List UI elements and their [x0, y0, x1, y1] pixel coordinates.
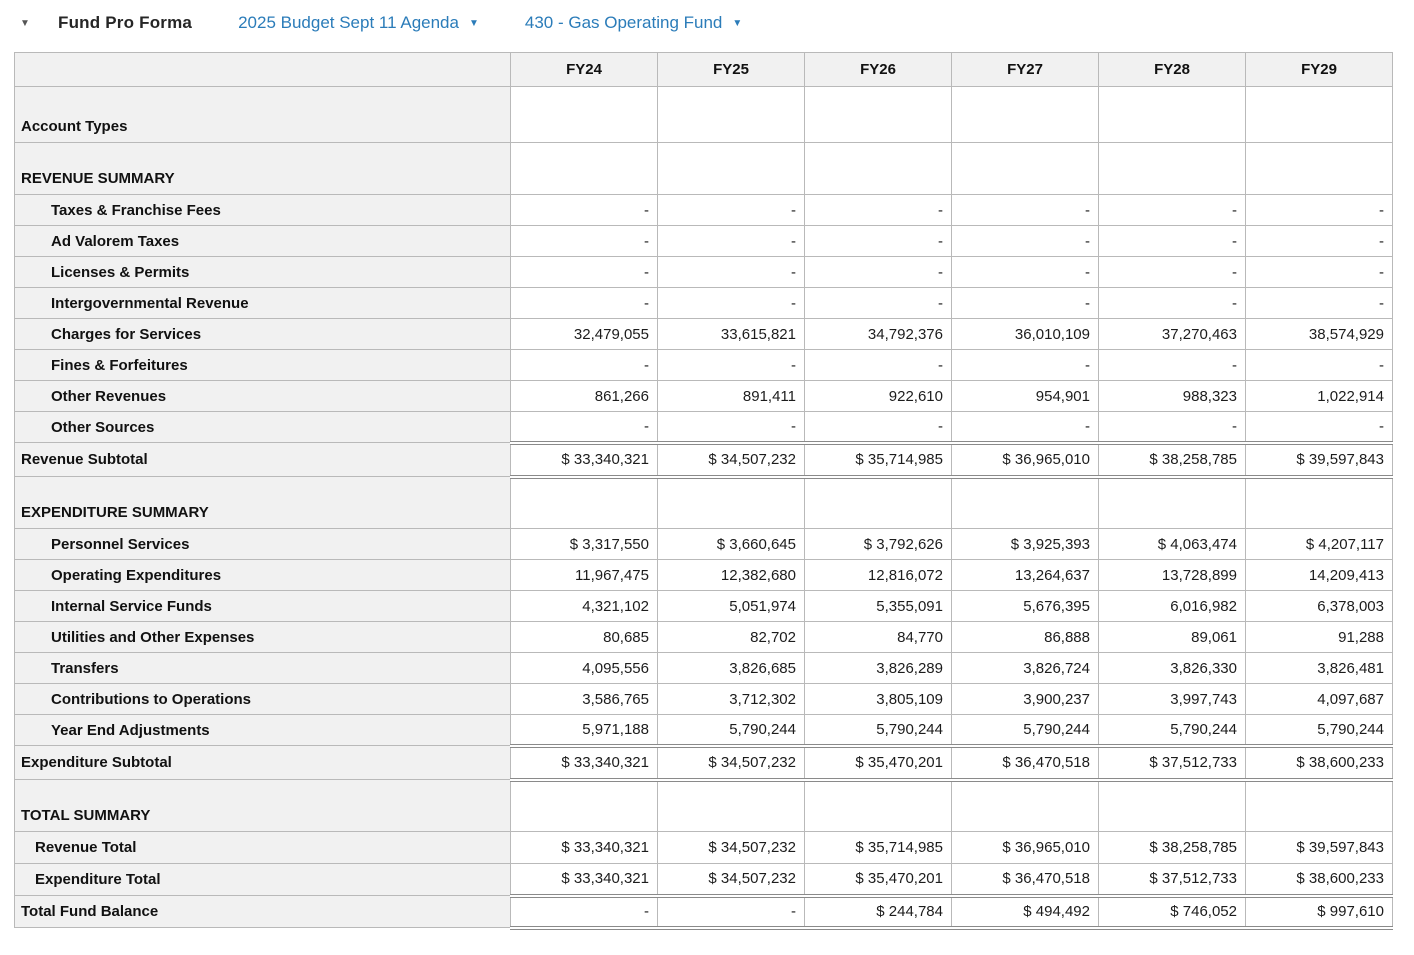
- cell-fy29: $ 38,600,233: [1246, 746, 1393, 780]
- cell-fy27: -: [952, 350, 1099, 381]
- cell-fy29: [1246, 87, 1393, 143]
- column-header-fy26: FY26: [805, 53, 952, 87]
- cell-fy25: 5,790,244: [658, 715, 805, 746]
- cell-fy27: -: [952, 195, 1099, 226]
- row-label: Ad Valorem Taxes: [15, 226, 511, 257]
- cell-fy24: $ 3,317,550: [511, 529, 658, 560]
- cell-fy28: 13,728,899: [1099, 560, 1246, 591]
- cell-fy25: 5,051,974: [658, 591, 805, 622]
- cell-fy26: 5,355,091: [805, 591, 952, 622]
- table-row: [15, 288, 1393, 319]
- table-row: [15, 87, 1393, 143]
- table-row: [15, 195, 1393, 226]
- cell-fy29: $ 38,600,233: [1246, 864, 1393, 896]
- cell-fy25: $ 34,507,232: [658, 746, 805, 780]
- cell-fy28: [1099, 780, 1246, 832]
- table-row: [15, 412, 1393, 443]
- cell-fy24: -: [511, 226, 658, 257]
- cell-fy26: -: [805, 195, 952, 226]
- cell-fy29: 38,574,929: [1246, 319, 1393, 350]
- cell-fy26: $ 3,792,626: [805, 529, 952, 560]
- cell-fy26: 3,805,109: [805, 684, 952, 715]
- cell-fy29: 14,209,413: [1246, 560, 1393, 591]
- row-label: Fines & Forfeitures: [15, 350, 511, 381]
- cell-fy28: -: [1099, 195, 1246, 226]
- cell-fy26: [805, 477, 952, 529]
- cell-fy29: $ 997,610: [1246, 896, 1393, 928]
- cell-fy28: -: [1099, 288, 1246, 319]
- cell-fy25: -: [658, 412, 805, 443]
- cell-fy27: 13,264,637: [952, 560, 1099, 591]
- cell-fy29: 1,022,914: [1246, 381, 1393, 412]
- row-label: Other Sources: [15, 412, 511, 443]
- cell-fy24: 861,266: [511, 381, 658, 412]
- row-label: Internal Service Funds: [15, 591, 511, 622]
- cell-fy29: 3,826,481: [1246, 653, 1393, 684]
- cell-fy25: 3,712,302: [658, 684, 805, 715]
- column-header-fy27: FY27: [952, 53, 1099, 87]
- cell-fy25: -: [658, 226, 805, 257]
- cell-fy29: 5,790,244: [1246, 715, 1393, 746]
- row-label: TOTAL SUMMARY: [15, 780, 511, 832]
- cell-fy29: [1246, 477, 1393, 529]
- cell-fy26: [805, 143, 952, 195]
- table-body: [15, 87, 1393, 928]
- cell-fy24: [511, 143, 658, 195]
- table-row: [15, 443, 1393, 477]
- cell-fy27: $ 36,965,010: [952, 832, 1099, 864]
- cell-fy25: -: [658, 195, 805, 226]
- toolbar: [0, 0, 1414, 42]
- cell-fy29: $ 39,597,843: [1246, 443, 1393, 477]
- table-row: [15, 143, 1393, 195]
- cell-fy25: $ 34,507,232: [658, 864, 805, 896]
- cell-fy26: $ 244,784: [805, 896, 952, 928]
- cell-fy26: 922,610: [805, 381, 952, 412]
- cell-fy25: 82,702: [658, 622, 805, 653]
- cell-fy29: [1246, 143, 1393, 195]
- cell-fy24: [511, 87, 658, 143]
- cell-fy27: 3,900,237: [952, 684, 1099, 715]
- cell-fy24: $ 33,340,321: [511, 864, 658, 896]
- cell-fy24: 3,586,765: [511, 684, 658, 715]
- table-row: [15, 780, 1393, 832]
- cell-fy27: [952, 780, 1099, 832]
- cell-fy29: 6,378,003: [1246, 591, 1393, 622]
- cell-fy27: [952, 87, 1099, 143]
- cell-fy26: 5,790,244: [805, 715, 952, 746]
- cell-fy26: 12,816,072: [805, 560, 952, 591]
- cell-fy29: $ 39,597,843: [1246, 832, 1393, 864]
- cell-fy24: -: [511, 257, 658, 288]
- cell-fy26: $ 35,714,985: [805, 832, 952, 864]
- cell-fy24: 32,479,055: [511, 319, 658, 350]
- cell-fy28: 3,997,743: [1099, 684, 1246, 715]
- cell-fy28: 988,323: [1099, 381, 1246, 412]
- chevron-down-icon[interactable]: ▼: [732, 17, 743, 29]
- row-label: Operating Expenditures: [15, 560, 511, 591]
- column-header-fy25: FY25: [658, 53, 805, 87]
- row-label: Transfers: [15, 653, 511, 684]
- table-row: [15, 746, 1393, 780]
- cell-fy25: $ 3,660,645: [658, 529, 805, 560]
- cell-fy29: 4,097,687: [1246, 684, 1393, 715]
- cell-fy26: 34,792,376: [805, 319, 952, 350]
- row-label: Contributions to Operations: [15, 684, 511, 715]
- row-label: Licenses & Permits: [15, 257, 511, 288]
- budget-dropdown[interactable]: 2025 Budget Sept 11 Agenda: [238, 13, 459, 32]
- table-row: [15, 560, 1393, 591]
- cell-fy24: $ 33,340,321: [511, 832, 658, 864]
- cell-fy29: -: [1246, 195, 1393, 226]
- cell-fy27: -: [952, 257, 1099, 288]
- table-row: [15, 591, 1393, 622]
- row-label: Other Revenues: [15, 381, 511, 412]
- cell-fy28: [1099, 477, 1246, 529]
- cell-fy24: -: [511, 412, 658, 443]
- cell-fy24: 4,095,556: [511, 653, 658, 684]
- proforma-table: [14, 52, 1393, 930]
- corner-cell: [15, 53, 511, 87]
- cell-fy26: [805, 780, 952, 832]
- row-label: Personnel Services: [15, 529, 511, 560]
- cell-fy27: 5,676,395: [952, 591, 1099, 622]
- cell-fy28: -: [1099, 412, 1246, 443]
- chevron-down-icon[interactable]: ▼: [468, 17, 479, 29]
- cell-fy25: [658, 477, 805, 529]
- table-row: [15, 832, 1393, 864]
- header-row: [15, 53, 1393, 87]
- row-label: Year End Adjustments: [15, 715, 511, 746]
- cell-fy24: $ 33,340,321: [511, 443, 658, 477]
- cell-fy25: 3,826,685: [658, 653, 805, 684]
- table-row: [15, 226, 1393, 257]
- table-row: [15, 653, 1393, 684]
- cell-fy25: 33,615,821: [658, 319, 805, 350]
- cell-fy25: -: [658, 896, 805, 928]
- column-header-fy24: FY24: [511, 53, 658, 87]
- cell-fy28: [1099, 87, 1246, 143]
- cell-fy29: -: [1246, 226, 1393, 257]
- cell-fy26: -: [805, 257, 952, 288]
- cell-fy27: 86,888: [952, 622, 1099, 653]
- cell-fy24: -: [511, 350, 658, 381]
- cell-fy24: -: [511, 195, 658, 226]
- cell-fy28: 37,270,463: [1099, 319, 1246, 350]
- cell-fy26: 3,826,289: [805, 653, 952, 684]
- cell-fy27: $ 494,492: [952, 896, 1099, 928]
- table-row: [15, 864, 1393, 896]
- cell-fy28: 6,016,982: [1099, 591, 1246, 622]
- cell-fy29: $ 4,207,117: [1246, 529, 1393, 560]
- cell-fy27: -: [952, 226, 1099, 257]
- cell-fy28: 5,790,244: [1099, 715, 1246, 746]
- cell-fy29: 91,288: [1246, 622, 1393, 653]
- table-row: [15, 715, 1393, 746]
- cell-fy27: $ 36,470,518: [952, 864, 1099, 896]
- cell-fy24: [511, 477, 658, 529]
- cell-fy27: -: [952, 288, 1099, 319]
- cell-fy24: -: [511, 288, 658, 319]
- cell-fy29: -: [1246, 412, 1393, 443]
- cell-fy28: $ 4,063,474: [1099, 529, 1246, 560]
- row-label: Expenditure Subtotal: [15, 746, 511, 780]
- cell-fy28: 3,826,330: [1099, 653, 1246, 684]
- cell-fy26: 84,770: [805, 622, 952, 653]
- table-row: [15, 896, 1393, 928]
- table-row: [15, 381, 1393, 412]
- cell-fy24: 5,971,188: [511, 715, 658, 746]
- table-row: [15, 684, 1393, 715]
- cell-fy25: $ 34,507,232: [658, 832, 805, 864]
- cell-fy26: -: [805, 288, 952, 319]
- row-label: Revenue Total: [15, 832, 511, 864]
- cell-fy26: -: [805, 226, 952, 257]
- page-title: Fund Pro Forma: [58, 13, 193, 32]
- collapse-section-icon[interactable]: ▼: [20, 17, 30, 29]
- cell-fy25: -: [658, 350, 805, 381]
- table-row: [15, 319, 1393, 350]
- table-row: [15, 477, 1393, 529]
- cell-fy27: -: [952, 412, 1099, 443]
- cell-fy27: $ 3,925,393: [952, 529, 1099, 560]
- cell-fy27: 5,790,244: [952, 715, 1099, 746]
- row-label: Utilities and Other Expenses: [15, 622, 511, 653]
- cell-fy25: [658, 143, 805, 195]
- cell-fy26: [805, 87, 952, 143]
- cell-fy26: $ 35,714,985: [805, 443, 952, 477]
- row-label: Revenue Subtotal: [15, 443, 511, 477]
- cell-fy27: $ 36,470,518: [952, 746, 1099, 780]
- cell-fy29: -: [1246, 288, 1393, 319]
- cell-fy28: $ 38,258,785: [1099, 443, 1246, 477]
- cell-fy24: 80,685: [511, 622, 658, 653]
- table-row: [15, 529, 1393, 560]
- cell-fy28: $ 37,512,733: [1099, 864, 1246, 896]
- cell-fy24: 11,967,475: [511, 560, 658, 591]
- table-row: [15, 350, 1393, 381]
- cell-fy27: 954,901: [952, 381, 1099, 412]
- cell-fy27: 36,010,109: [952, 319, 1099, 350]
- cell-fy24: $ 33,340,321: [511, 746, 658, 780]
- row-label: REVENUE SUMMARY: [15, 143, 511, 195]
- cell-fy28: -: [1099, 226, 1246, 257]
- cell-fy25: 12,382,680: [658, 560, 805, 591]
- row-label: EXPENDITURE SUMMARY: [15, 477, 511, 529]
- cell-fy28: 89,061: [1099, 622, 1246, 653]
- cell-fy27: [952, 143, 1099, 195]
- row-label: Expenditure Total: [15, 864, 511, 896]
- cell-fy24: [511, 780, 658, 832]
- cell-fy28: $ 746,052: [1099, 896, 1246, 928]
- cell-fy25: 891,411: [658, 381, 805, 412]
- cell-fy26: $ 35,470,201: [805, 746, 952, 780]
- cell-fy25: -: [658, 257, 805, 288]
- cell-fy25: -: [658, 288, 805, 319]
- cell-fy29: [1246, 780, 1393, 832]
- cell-fy29: -: [1246, 257, 1393, 288]
- cell-fy26: -: [805, 350, 952, 381]
- row-label: Intergovernmental Revenue: [15, 288, 511, 319]
- cell-fy28: -: [1099, 350, 1246, 381]
- fund-dropdown[interactable]: 430 - Gas Operating Fund: [524, 13, 723, 32]
- cell-fy25: [658, 780, 805, 832]
- cell-fy28: [1099, 143, 1246, 195]
- cell-fy28: -: [1099, 257, 1246, 288]
- cell-fy28: $ 38,258,785: [1099, 832, 1246, 864]
- cell-fy25: $ 34,507,232: [658, 443, 805, 477]
- table-row: [15, 257, 1393, 288]
- table-row: [15, 622, 1393, 653]
- cell-fy27: $ 36,965,010: [952, 443, 1099, 477]
- cell-fy25: [658, 87, 805, 143]
- cell-fy29: -: [1246, 350, 1393, 381]
- cell-fy26: $ 35,470,201: [805, 864, 952, 896]
- cell-fy26: -: [805, 412, 952, 443]
- row-label: Account Types: [15, 87, 511, 143]
- row-label: Taxes & Franchise Fees: [15, 195, 511, 226]
- cell-fy27: [952, 477, 1099, 529]
- cell-fy24: 4,321,102: [511, 591, 658, 622]
- column-header-fy28: FY28: [1099, 53, 1246, 87]
- row-label: Charges for Services: [15, 319, 511, 350]
- cell-fy27: 3,826,724: [952, 653, 1099, 684]
- cell-fy24: -: [511, 896, 658, 928]
- cell-fy28: $ 37,512,733: [1099, 746, 1246, 780]
- row-label: Total Fund Balance: [15, 896, 511, 928]
- column-header-fy29: FY29: [1246, 53, 1393, 87]
